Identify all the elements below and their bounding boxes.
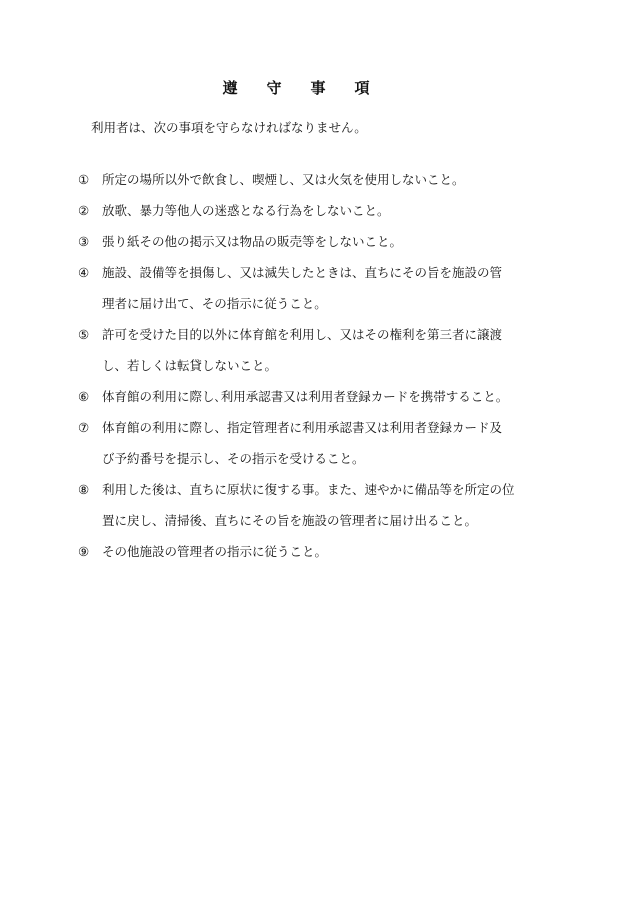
intro-text: 利用者は、次の事項を守らなければなりません。 <box>91 120 367 135</box>
rule-text-line: 許可を受けた目的以外に体育館を利用し、又はその権利を第三者に譲渡 <box>102 327 503 342</box>
rule-item-2 <box>78 195 498 226</box>
page-title <box>0 78 630 98</box>
title-characters <box>208 78 384 98</box>
rule-item-9 <box>78 536 498 567</box>
rule-number: ⑥ <box>78 389 90 404</box>
rule-text-line: び予約番号を提示し、その指示を受けること。 <box>102 451 365 466</box>
rule-item-6 <box>78 381 509 412</box>
rule-number: ⑨ <box>78 544 90 559</box>
rule-item-1 <box>78 164 498 195</box>
rule-number: ⑤ <box>78 327 90 342</box>
rule-text-line: 施設、設備等を損傷し、又は滅失したときは、直ちにその旨を施設の管 <box>102 265 503 280</box>
rule-text-line: 理者に届け出て、その指示に従うこと。 <box>102 296 327 311</box>
rule-text-line: 置に戻し、清掃後、直ちにその旨を施設の管理者に届け出ること。 <box>102 513 478 528</box>
rule-text-line: 張り紙その他の掲示又は物品の販売等をしないこと。 <box>102 234 403 249</box>
rule-number: ⑧ <box>78 482 90 497</box>
rule-number: ② <box>78 203 90 218</box>
rule-text-line: 利用した後は、直ちに原状に復する事。また、速やかに備品等を所定の位 <box>102 482 515 497</box>
title-char: 項 <box>354 79 370 97</box>
title-char: 守 <box>266 79 282 97</box>
rule-text-line: 所定の場所以外で飲食し、喫煙し、又は火気を使用しないこと。 <box>102 172 465 187</box>
rule-item-8 <box>78 474 515 536</box>
rule-number: ① <box>78 172 90 187</box>
rule-text-line: 体育館の利用に際し、指定管理者に利用承認書又は利用者登録カード及 <box>102 420 503 435</box>
rule-number: ⑦ <box>78 420 90 435</box>
rule-item-7 <box>78 412 503 474</box>
rule-text-line: 放歌、暴力等他人の迷惑となる行為をしないこと。 <box>102 203 390 218</box>
rule-item-3 <box>78 226 498 257</box>
rule-text-line: その他施設の管理者の指示に従うこと。 <box>102 544 328 559</box>
rule-item-5 <box>78 319 503 381</box>
rules-list <box>78 164 515 567</box>
rule-text-line: 体育館の利用に際し､利用承認書又は利用者登録カードを携帯すること。 <box>102 389 509 404</box>
title-char: 事 <box>310 79 326 97</box>
title-char: 遵 <box>222 79 238 97</box>
rule-number: ③ <box>78 234 90 249</box>
rule-item-4 <box>78 257 503 319</box>
rule-number: ④ <box>78 265 90 280</box>
rule-text-line: し、若しくは転貸しないこと。 <box>102 358 278 373</box>
